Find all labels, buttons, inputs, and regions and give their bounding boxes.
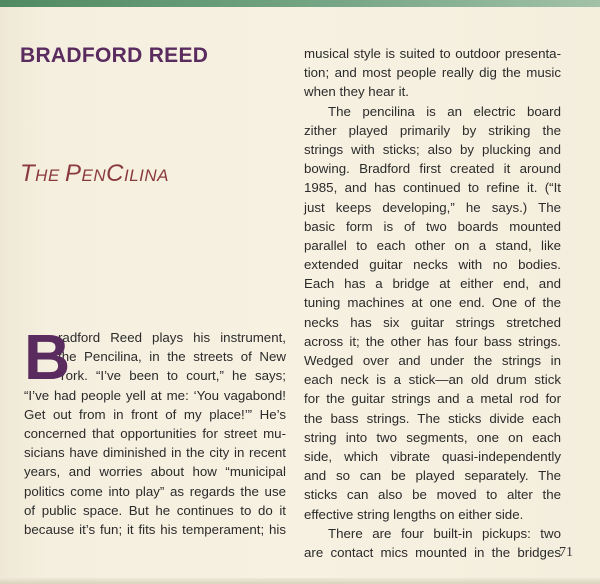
text-line: strings with sticks; also by plucking and — [304, 141, 561, 157]
text-line: years, and worries about how “municipal — [24, 464, 286, 480]
text-line: politics come into play” as regards the use — [24, 483, 286, 499]
text-line: sicians have diminished in the city in recent — [24, 445, 286, 461]
chapter-title — [20, 160, 169, 188]
left-column — [24, 321, 286, 539]
text-line: tion; and most people really dig the music — [304, 65, 561, 81]
text-line: 1985, and has continued to refine it. (“It — [304, 180, 561, 196]
opening-paragraph — [24, 321, 286, 539]
text-line: string into two segments, one on each — [304, 429, 561, 445]
title-letter: T — [20, 160, 36, 187]
text-line: radford Reed plays his instrument, — [58, 330, 286, 345]
page-bottom-edge — [0, 578, 600, 584]
title-letter: EN — [81, 166, 107, 185]
right-column — [304, 44, 561, 562]
text-line: York. “I’ve been to court,” he says; — [58, 368, 286, 384]
text-line: of public space. But he continues to do it — [24, 502, 286, 518]
text-line: musical style is suited to outdoor presenta- — [304, 46, 561, 61]
text-line: just keeps developing,” he says.) The — [304, 199, 561, 215]
text-line: Each has a bridge at either end, and — [304, 276, 561, 292]
drop-cap: B — [24, 321, 71, 393]
text-line: and so can be played separately. The — [304, 468, 561, 484]
text-line: concerned that opportunities for street mu- — [24, 425, 286, 441]
text-line: effective string lengths on either side. — [304, 506, 524, 522]
text-line: The pencilina is an electric board — [328, 103, 561, 119]
title-letter: P — [65, 160, 82, 187]
text-line: tuning machines at one end. One of the — [304, 295, 561, 311]
text-line: basic form is of two boards mounted — [304, 218, 561, 234]
text-line: bowing. Bradford first created it around — [304, 161, 561, 177]
text-line: zither played primarily by striking the — [304, 122, 561, 138]
text-line: when they hear it. — [304, 84, 409, 100]
text-line: extended guitar necks with no bodies. — [304, 257, 561, 273]
text-line: across it; the other has four bass strings. — [304, 333, 561, 349]
text-line: the bass strings. The sticks divide each — [304, 410, 561, 426]
cover-edge — [0, 0, 600, 7]
text-line: There are four built-in pickups: two — [328, 525, 561, 541]
text-line: side, which vibrate quasi-independently — [304, 448, 561, 464]
text-line: Get out from in front of my place!’” He’s — [24, 406, 286, 422]
text-line: sticks can also be moved to alter the — [304, 487, 561, 503]
text-line: each neck is a stick—an old drum stick — [304, 372, 561, 388]
title-letter: ILINA — [124, 166, 170, 185]
title-letter: HE — [35, 166, 66, 185]
title-letter: C — [106, 160, 124, 187]
text-line: the Pencilina, in the streets of New — [58, 349, 286, 365]
text-line: “I’ve had people yell at me: ‘You vagabond! — [24, 387, 286, 403]
text-line: are contact mics mounted in the bridges — [304, 544, 561, 560]
text-line: necks has six guitar strings stretched — [304, 314, 561, 330]
text-line: for the guitar strings and a metal rod for — [304, 391, 561, 407]
text-line: because it’s fun; it fits his temperament; his — [24, 521, 286, 537]
author-heading: BRADFORD REED — [20, 44, 209, 67]
text-line: Wedged over and under the strings in — [304, 353, 561, 368]
text-line: parallel to each other on a stand, like — [304, 237, 561, 253]
page-number: 71 — [559, 545, 573, 560]
